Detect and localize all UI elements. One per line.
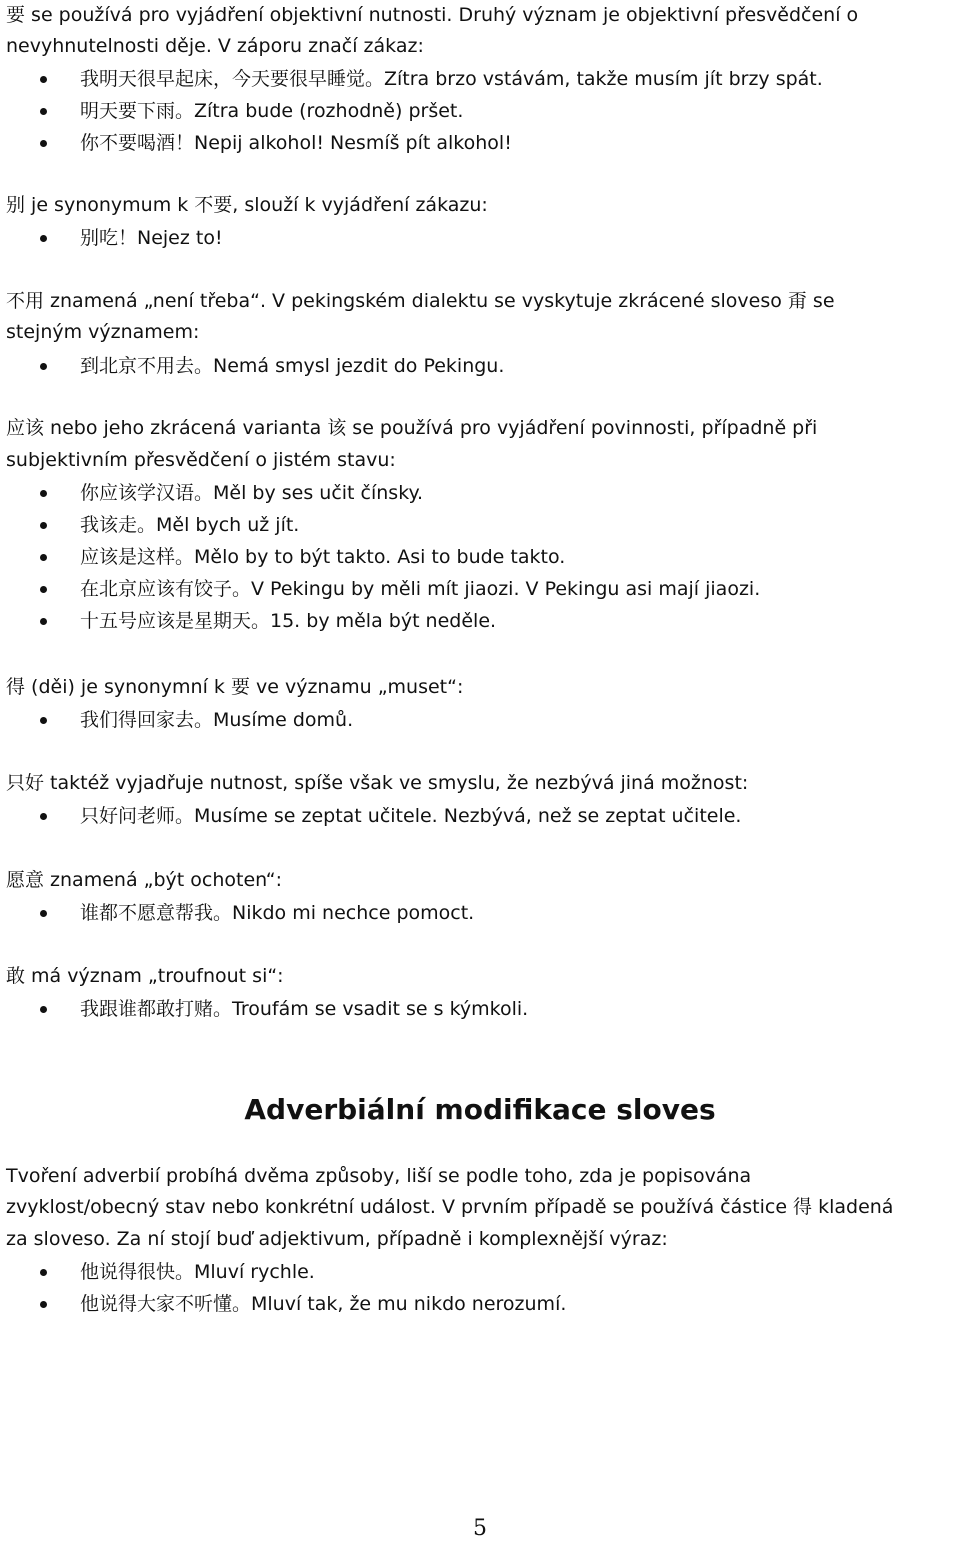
- dei-example-list: [0, 704, 960, 736]
- bullet-icon: [40, 554, 47, 561]
- yuanyi-intro: 愿意 znamená „být ochoten“:: [6, 869, 283, 891]
- zhihao-example-list: [0, 800, 960, 832]
- bullet-icon: [40, 813, 47, 820]
- list-item: 在北京应该有饺子。V Pekingu by měli mít jiaozi. V Pekingu asi mají jiaozi.: [0, 573, 960, 605]
- list-item: 十五号应该是星期天。15. by měla být neděle.: [0, 605, 960, 637]
- yinggai-example-list: [0, 477, 960, 637]
- bullet-icon: [40, 1301, 47, 1308]
- bullet-icon: [40, 235, 47, 242]
- bullet-icon: [40, 522, 47, 529]
- dei-intro: 得 (děi) je synonymní k 要 ve významu „muset“:: [6, 676, 464, 698]
- page-number: 5: [473, 1516, 487, 1541]
- list-item: 谁都不愿意帮我。Nikdo mi nechce pomoct.: [0, 897, 960, 929]
- buyong-intro-line-1: 不用 znamená „není třeba“. V pekingském dialektu se vyskytuje zkrácené sloveso 甭 se: [6, 290, 835, 312]
- chapter-intro-line-1: Tvoření adverbií probíhá dvěma způsoby, liší se podle toho, zda je popisována: [6, 1165, 752, 1187]
- zhihao-intro: 只好 taktéž vyjadřuje nutnost, spíše však ve smyslu, že nezbývá jiná možnost:: [6, 772, 749, 794]
- gan-intro: 敢 má význam „troufnout si“:: [6, 965, 284, 987]
- bullet-icon: [40, 140, 47, 147]
- yinggai-intro-line-1: 应该 nebo jeho zkrácená varianta 该 se používá pro vyjádření povinnosti, případně při: [6, 417, 818, 439]
- list-item: 他说得大家不听懂。Mluví tak, že mu nikdo nerozumí.: [0, 1288, 960, 1320]
- bullet-icon: [40, 586, 47, 593]
- chapter-heading: Adverbiální modifikace sloves: [244, 1093, 716, 1126]
- bullet-icon: [40, 76, 47, 83]
- list-item: 我们得回家去。Musíme domů.: [0, 704, 960, 736]
- bullet-icon: [40, 1006, 47, 1013]
- bie-intro: 别 je synonymum k 不要, slouží k vyjádření zákazu:: [6, 194, 488, 216]
- list-item: 明天要下雨。Zítra bude (rozhodně) pršet.: [0, 95, 960, 127]
- list-item: 我明天很早起床，今天要很早睡觉。Zítra brzo vstávám, takže musím jít brzy spát.: [0, 63, 960, 95]
- bullet-icon: [40, 618, 47, 625]
- list-item: 别吃！Nejez to!: [0, 222, 960, 254]
- chapter-intro-line-3: za sloveso. Za ní stojí buď adjektivum, případně i komplexnější výraz:: [6, 1228, 668, 1250]
- list-item: 应该是这样。Mělo by to být takto. Asi to bude takto.: [0, 541, 960, 573]
- list-item: 我跟谁都敢打赌。Troufám se vsadit se s kýmkoli.: [0, 993, 960, 1025]
- gan-example-list: [0, 993, 960, 1025]
- buyong-example-list: [0, 350, 960, 382]
- yinggai-intro-line-2: subjektivním přesvědčení o jistém stavu:: [6, 449, 396, 471]
- list-item: 你应该学汉语。Měl by ses učit čínsky.: [0, 477, 960, 509]
- bullet-icon: [40, 490, 47, 497]
- list-item: 他说得很快。Mluví rychle.: [0, 1256, 960, 1288]
- list-item: 我该走。Měl bych už jít.: [0, 509, 960, 541]
- yuanyi-example-list: [0, 897, 960, 929]
- bie-example-list: [0, 222, 960, 254]
- yao-intro-line-1: 要 se používá pro vyjádření objektivní nutnosti. Druhý význam je objektivní přesvědčení o: [6, 4, 859, 26]
- chapter-example-list: [0, 1256, 960, 1320]
- yao-intro-line-2: nevyhnutelnosti děje. V záporu značí zákaz:: [6, 35, 424, 57]
- bullet-icon: [40, 717, 47, 724]
- buyong-intro-line-2: stejným významem:: [6, 321, 200, 343]
- bullet-icon: [40, 363, 47, 370]
- yao-example-list: [0, 63, 960, 159]
- list-item: 到北京不用去。Nemá smysl jezdit do Pekingu.: [0, 350, 960, 382]
- bullet-icon: [40, 910, 47, 917]
- list-item: 你不要喝酒！Nepij alkohol! Nesmíš pít alkohol!: [0, 127, 960, 159]
- bullet-icon: [40, 1269, 47, 1276]
- chapter-intro-line-2: zvyklost/obecný stav nebo konkrétní událost. V prvním případě se používá částice 得 kladená: [6, 1196, 894, 1218]
- list-item: 只好问老师。Musíme se zeptat učitele. Nezbývá, než se zeptat učitele.: [0, 800, 960, 832]
- bullet-icon: [40, 108, 47, 115]
